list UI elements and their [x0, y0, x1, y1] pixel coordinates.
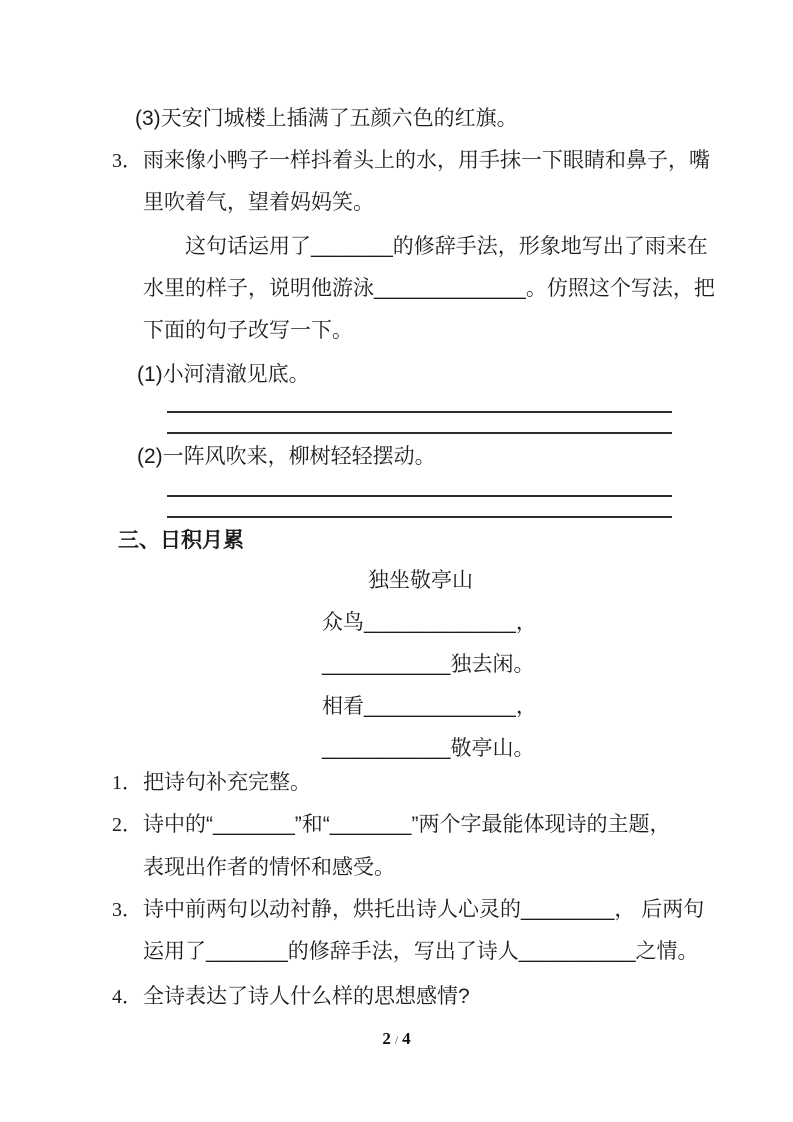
- poem-question-1-number: 1．: [112, 772, 142, 794]
- answer-rule-1: [167, 411, 672, 413]
- poem-question-3-number: 3．: [112, 899, 142, 921]
- poem-question-2-line-2: 表现出作者的情怀和感受。: [143, 856, 395, 879]
- answer-rule-3: [167, 495, 672, 497]
- question-3-analysis-line-2: 水里的样子，说明他游泳_____________。仿照这个写法，把: [143, 277, 715, 300]
- poem-question-1: [112, 762, 311, 804]
- poem-title: 独坐敬亭山: [368, 569, 473, 592]
- sub-item-3-sentence: (3)天安门城楼上插满了五颜六色的红旗。: [135, 107, 518, 130]
- poem-line-1: 众鸟_____________，: [322, 611, 537, 634]
- section-3-heading: 三、日积月累: [118, 529, 244, 552]
- page-number-separator: /: [394, 1033, 399, 1047]
- poem-line-2: ___________独去闲。: [322, 653, 535, 676]
- rewrite-sentence-2: (2)一阵风吹来，柳树轻轻摆动。: [137, 445, 436, 468]
- poem-question-4-number: 4．: [112, 986, 142, 1008]
- poem-line-3: 相看_____________，: [322, 695, 537, 718]
- page-number-current: 2: [382, 1029, 391, 1048]
- question-3-number: 3．: [112, 150, 142, 172]
- question-3-analysis-line-3: 下面的句子改写一下。: [143, 319, 353, 342]
- question-3-text: 雨来像小鸭子一样抖着头上的水，用手抹一下眼睛和鼻子，嘴: [143, 149, 710, 172]
- poem-line-4: ___________敬亭山。: [322, 737, 535, 760]
- question-3-line-1: [112, 140, 710, 182]
- poem-question-4-text: 全诗表达了诗人什么样的思想感情?: [143, 985, 470, 1008]
- rewrite-sentence-1: (1)小河清澈见底。: [137, 363, 310, 386]
- question-3-line-2: 里吹着气，望着妈妈笑。: [143, 191, 374, 214]
- page-number-total: 4: [402, 1029, 411, 1048]
- poem-question-3-line-1: [112, 889, 704, 931]
- poem-question-4: [112, 976, 470, 1018]
- answer-rule-2: [167, 432, 672, 434]
- answer-rule-4: [167, 516, 672, 518]
- poem-question-3-text: 诗中前两句以动衬静，烘托出诗人心灵的________， 后两句: [143, 898, 705, 921]
- poem-question-1-text: 把诗句补充完整。: [143, 771, 311, 794]
- page-footer: [0, 1028, 793, 1051]
- poem-question-2-text: 诗中的“_______”和“_______”两个字最能体现诗的主题，: [143, 813, 671, 836]
- question-3-analysis-line-1: 这句话运用了_______的修辞手法，形象地写出了雨来在: [185, 235, 708, 258]
- poem-question-3-line-2: 运用了_______的修辞手法，写出了诗人__________之情。: [143, 940, 699, 963]
- poem-question-2-number: 2．: [112, 814, 142, 836]
- poem-question-2-line-1: [112, 804, 670, 846]
